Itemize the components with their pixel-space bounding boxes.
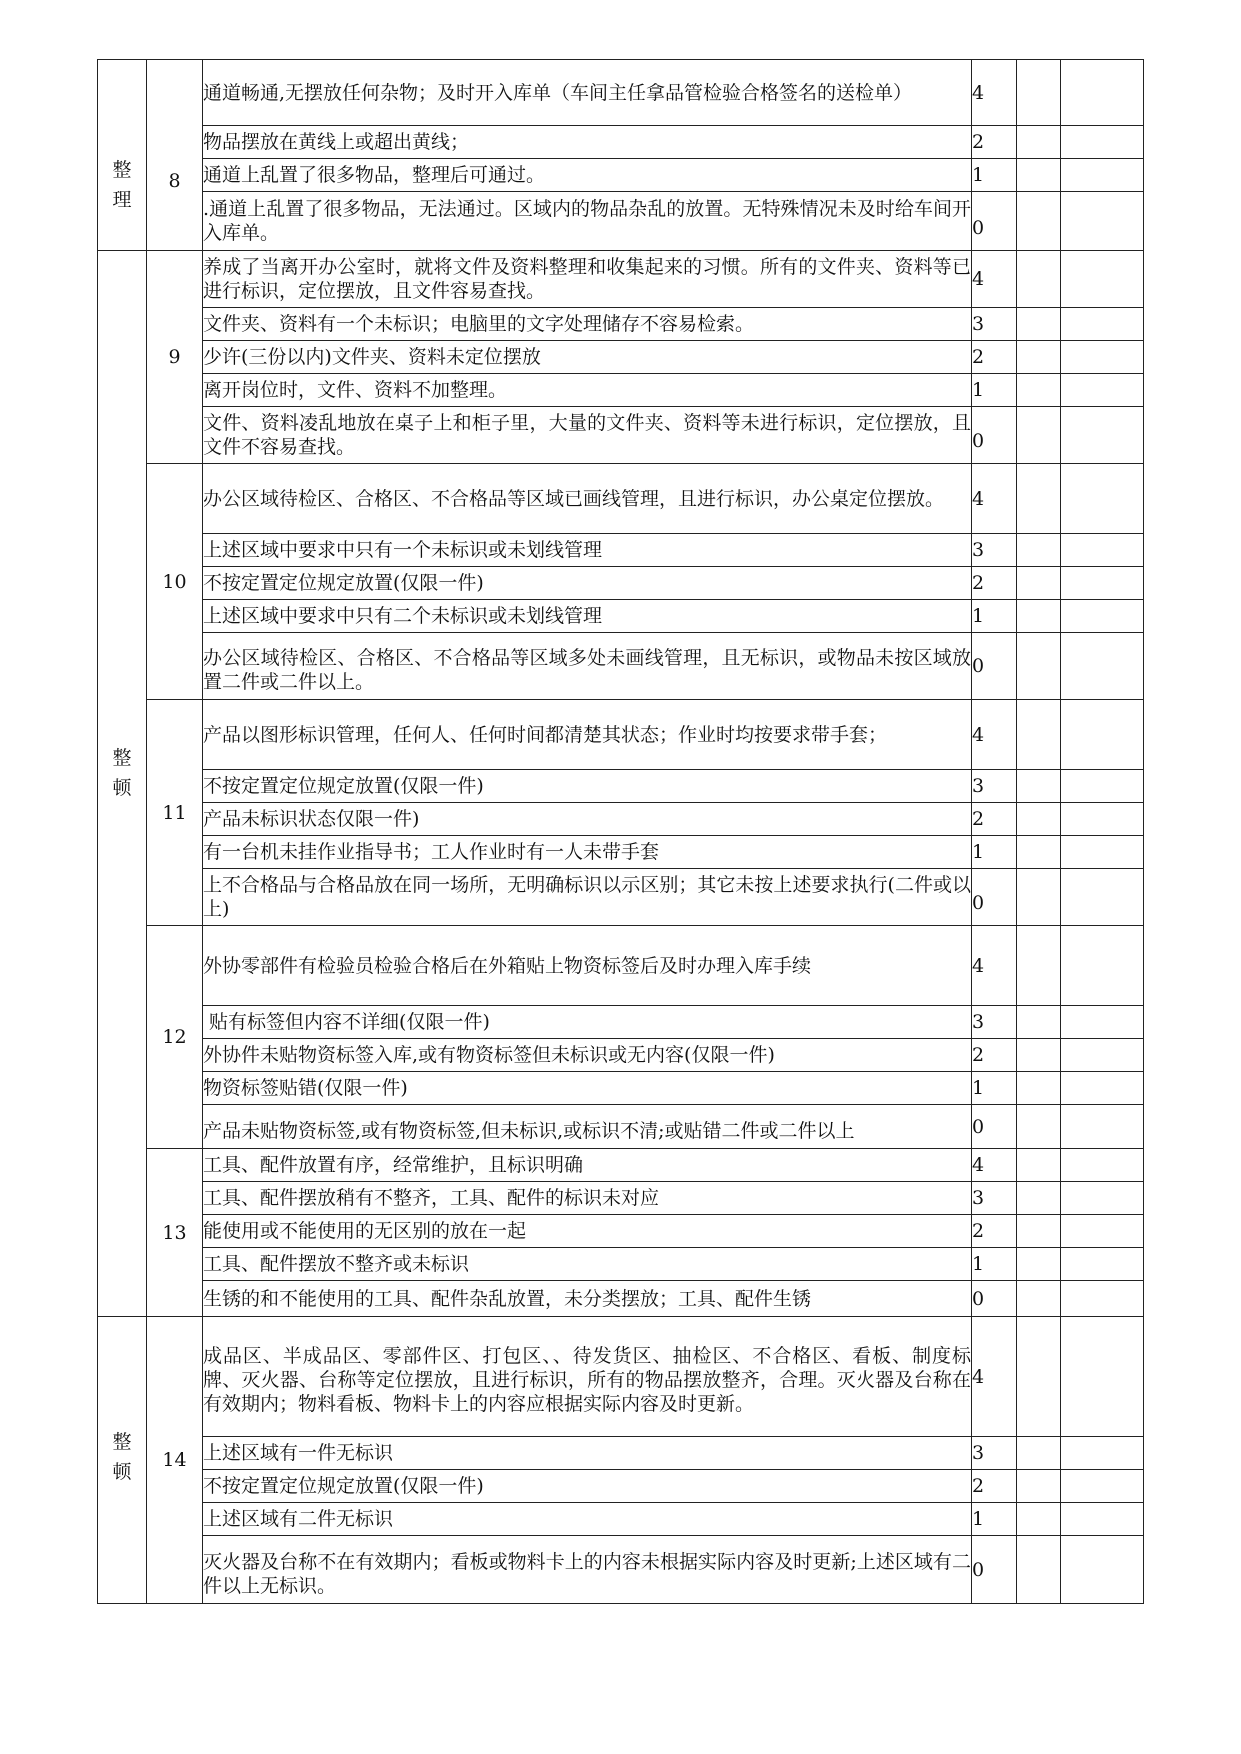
blank-cell	[1061, 1281, 1144, 1317]
table-row	[98, 1536, 1144, 1604]
blank-cell	[1017, 159, 1061, 192]
blank-cell	[1017, 192, 1061, 251]
blank-cell	[1061, 308, 1144, 341]
criteria-text: 产品以图形标识管理，任何人、任何时间都清楚其状态；作业时均按要求带手套；	[203, 700, 972, 770]
table-row	[98, 251, 1144, 308]
audit-score-table	[97, 59, 1144, 1604]
blank-cell	[1017, 1536, 1061, 1604]
item-number: 8	[147, 60, 203, 251]
score-value: 2	[972, 1215, 1017, 1248]
score-value: 0	[972, 869, 1017, 926]
table-row	[98, 600, 1144, 633]
score-value: 0	[972, 1105, 1017, 1149]
blank-cell	[1061, 600, 1144, 633]
table-row	[98, 341, 1144, 374]
category-label: 整顿	[112, 747, 132, 799]
table-row	[98, 926, 1144, 1006]
table-row	[98, 1215, 1144, 1248]
score-value: 2	[972, 803, 1017, 836]
category-label: 整理	[112, 159, 132, 211]
criteria-text: 能使用或不能使用的无区别的放在一起	[203, 1215, 972, 1248]
criteria-text: 养成了当离开办公室时，就将文件及资料整理和收集起来的习惯。所有的文件夹、资料等已进行标识，定位摆放，且文件容易查找。	[203, 251, 972, 308]
criteria-text: 生锈的和不能使用的工具、配件杂乱放置，未分类摆放；工具、配件生锈	[203, 1281, 972, 1317]
blank-cell	[1061, 567, 1144, 600]
table-row	[98, 869, 1144, 926]
criteria-text: 成品区、半成品区、零部件区、打包区、、待发货区、抽检区、不合格区、看板、制度标牌、灭火器、台称等定位摆放，且进行标识，所有的物品摆放整齐，合理。灭火器及台称在有效期内；物料看板、物料卡上的内容应根据实际内容及时更新。	[203, 1317, 972, 1437]
criteria-text: 灭火器及台称不在有效期内；看板或物料卡上的内容未根据实际内容及时更新;上述区域有二件以上无标识。	[203, 1536, 972, 1604]
score-value: 2	[972, 126, 1017, 159]
table-row	[98, 1503, 1144, 1536]
criteria-text: 有一台机未挂作业指导书；工人作业时有一人未带手套	[203, 836, 972, 869]
score-value: 3	[972, 1182, 1017, 1215]
score-value: 0	[972, 1281, 1017, 1317]
blank-cell	[1017, 770, 1061, 803]
blank-cell	[1061, 1248, 1144, 1281]
criteria-text: 办公区域待检区、合格区、不合格品等区域已画线管理，且进行标识，办公桌定位摆放。	[203, 464, 972, 534]
criteria-text: 工具、配件摆放不整齐或未标识	[203, 1248, 972, 1281]
score-value: 0	[972, 407, 1017, 464]
criteria-text: 产品未贴物资标签,或有物资标签,但未标识,或标识不清;或贴错二件或二件以上	[203, 1105, 972, 1149]
blank-cell	[1017, 926, 1061, 1006]
blank-cell	[1061, 1039, 1144, 1072]
criteria-text: 上述区域有二件无标识	[203, 1503, 972, 1536]
blank-cell	[1017, 1317, 1061, 1437]
score-value: 0	[972, 633, 1017, 700]
score-value: 1	[972, 159, 1017, 192]
blank-cell	[1017, 1470, 1061, 1503]
blank-cell	[1017, 1072, 1061, 1105]
score-value: 4	[972, 700, 1017, 770]
table-row	[98, 159, 1144, 192]
blank-cell	[1017, 534, 1061, 567]
blank-cell	[1061, 770, 1144, 803]
blank-cell	[1061, 700, 1144, 770]
score-value: 4	[972, 60, 1017, 126]
item-number: 9	[147, 251, 203, 464]
score-value: 4	[972, 926, 1017, 1006]
blank-cell	[1061, 1149, 1144, 1182]
table-row	[98, 126, 1144, 159]
table-row	[98, 60, 1144, 126]
table-row	[98, 1006, 1144, 1039]
table-row	[98, 308, 1144, 341]
blank-cell	[1017, 1281, 1061, 1317]
criteria-text: 通道上乱置了很多物品，整理后可通过。	[203, 159, 972, 192]
criteria-text: .通道上乱置了很多物品，无法通过。区域内的物品杂乱的放置。无特殊情况未及时给车间开入库单。	[203, 192, 972, 251]
blank-cell	[1017, 1039, 1061, 1072]
blank-cell	[1017, 700, 1061, 770]
criteria-text: 不按定置定位规定放置(仅限一件)	[203, 770, 972, 803]
table-row	[98, 1470, 1144, 1503]
score-value: 4	[972, 251, 1017, 308]
category-cell	[98, 251, 147, 1317]
blank-cell	[1061, 633, 1144, 700]
score-value: 3	[972, 770, 1017, 803]
blank-cell	[1061, 1536, 1144, 1604]
table-row	[98, 534, 1144, 567]
table-row	[98, 1182, 1144, 1215]
blank-cell	[1061, 1006, 1144, 1039]
blank-cell	[1017, 600, 1061, 633]
blank-cell	[1017, 869, 1061, 926]
table-row	[98, 1149, 1144, 1182]
score-value: 2	[972, 341, 1017, 374]
item-number: 13	[147, 1149, 203, 1317]
score-value: 2	[972, 1470, 1017, 1503]
table-row	[98, 633, 1144, 700]
score-value: 1	[972, 1503, 1017, 1536]
score-value: 1	[972, 374, 1017, 407]
criteria-text: 离开岗位时，文件、资料不加整理。	[203, 374, 972, 407]
criteria-text: 上述区域中要求中只有二个未标识或未划线管理	[203, 600, 972, 633]
criteria-text: 通道畅通,无摆放任何杂物；及时开入库单（车间主任拿品管检验合格签名的送检单）	[203, 60, 972, 126]
score-value: 2	[972, 567, 1017, 600]
score-value: 1	[972, 1248, 1017, 1281]
item-number: 10	[147, 464, 203, 700]
blank-cell	[1061, 1182, 1144, 1215]
blank-cell	[1061, 407, 1144, 464]
criteria-text: 上不合格品与合格品放在同一场所，无明确标识以示区别；其它未按上述要求执行(二件或以上)	[203, 869, 972, 926]
blank-cell	[1061, 374, 1144, 407]
blank-cell	[1017, 1105, 1061, 1149]
score-value: 0	[972, 192, 1017, 251]
blank-cell	[1061, 126, 1144, 159]
score-value: 3	[972, 1006, 1017, 1039]
table-row	[98, 1039, 1144, 1072]
item-number: 14	[147, 1317, 203, 1604]
table-row	[98, 567, 1144, 600]
blank-cell	[1017, 567, 1061, 600]
blank-cell	[1017, 803, 1061, 836]
criteria-text: 贴有标签但内容不详细(仅限一件)	[203, 1006, 972, 1039]
blank-cell	[1061, 159, 1144, 192]
score-value: 3	[972, 1437, 1017, 1470]
blank-cell	[1017, 407, 1061, 464]
score-value: 3	[972, 308, 1017, 341]
table-row	[98, 803, 1144, 836]
blank-cell	[1061, 1470, 1144, 1503]
blank-cell	[1061, 251, 1144, 308]
blank-cell	[1017, 464, 1061, 534]
blank-cell	[1061, 1215, 1144, 1248]
blank-cell	[1017, 1437, 1061, 1470]
blank-cell	[1061, 60, 1144, 126]
blank-cell	[1061, 926, 1144, 1006]
blank-cell	[1017, 1215, 1061, 1248]
blank-cell	[1017, 1503, 1061, 1536]
table-row	[98, 374, 1144, 407]
category-cell	[98, 1317, 147, 1604]
category-cell	[98, 60, 147, 251]
table-row	[98, 1437, 1144, 1470]
blank-cell	[1061, 869, 1144, 926]
criteria-text: 不按定置定位规定放置(仅限一件)	[203, 1470, 972, 1503]
table-row	[98, 700, 1144, 770]
score-value: 1	[972, 600, 1017, 633]
blank-cell	[1061, 534, 1144, 567]
table-row	[98, 1248, 1144, 1281]
table-row	[98, 192, 1144, 251]
table-row	[98, 1072, 1144, 1105]
blank-cell	[1061, 341, 1144, 374]
criteria-text: 不按定置定位规定放置(仅限一件)	[203, 567, 972, 600]
table-row	[98, 836, 1144, 869]
criteria-text: 文件夹、资料有一个未标识；电脑里的文字处理储存不容易检索。	[203, 308, 972, 341]
criteria-text: 上述区域中要求中只有一个未标识或未划线管理	[203, 534, 972, 567]
score-value: 2	[972, 1039, 1017, 1072]
blank-cell	[1017, 1149, 1061, 1182]
blank-cell	[1061, 1503, 1144, 1536]
score-value: 3	[972, 534, 1017, 567]
blank-cell	[1017, 341, 1061, 374]
criteria-text: 办公区域待检区、合格区、不合格品等区域多处未画线管理，且无标识，或物品未按区域放置二件或二件以上。	[203, 633, 972, 700]
score-value: 4	[972, 464, 1017, 534]
score-value: 4	[972, 1317, 1017, 1437]
table-row	[98, 407, 1144, 464]
table-row	[98, 770, 1144, 803]
item-number: 12	[147, 926, 203, 1149]
blank-cell	[1017, 374, 1061, 407]
blank-cell	[1017, 251, 1061, 308]
score-value: 1	[972, 836, 1017, 869]
blank-cell	[1061, 836, 1144, 869]
criteria-text: 外协件未贴物资标签入库,或有物资标签但未标识或无内容(仅限一件)	[203, 1039, 972, 1072]
blank-cell	[1061, 803, 1144, 836]
item-number: 11	[147, 700, 203, 926]
criteria-text: 物品摆放在黄线上或超出黄线；	[203, 126, 972, 159]
criteria-text: 外协零部件有检验员检验合格后在外箱贴上物资标签后及时办理入库手续	[203, 926, 972, 1006]
blank-cell	[1017, 1248, 1061, 1281]
table-row	[98, 1105, 1144, 1149]
table-row	[98, 1281, 1144, 1317]
score-value: 1	[972, 1072, 1017, 1105]
criteria-text: 上述区域有一件无标识	[203, 1437, 972, 1470]
blank-cell	[1061, 1105, 1144, 1149]
blank-cell	[1017, 1006, 1061, 1039]
criteria-text: 物资标签贴错(仅限一件)	[203, 1072, 972, 1105]
blank-cell	[1061, 1437, 1144, 1470]
table-row	[98, 1317, 1144, 1437]
blank-cell	[1061, 1317, 1144, 1437]
category-label: 整顿	[112, 1431, 132, 1483]
blank-cell	[1061, 1072, 1144, 1105]
blank-cell	[1061, 192, 1144, 251]
criteria-text: 工具、配件摆放稍有不整齐，工具、配件的标识未对应	[203, 1182, 972, 1215]
criteria-text: 文件、资料凌乱地放在桌子上和柜子里，大量的文件夹、资料等未进行标识，定位摆放，且文件不容易查找。	[203, 407, 972, 464]
criteria-text: 产品未标识状态仅限一件)	[203, 803, 972, 836]
blank-cell	[1017, 60, 1061, 126]
table-row	[98, 464, 1144, 534]
score-value: 0	[972, 1536, 1017, 1604]
criteria-text: 工具、配件放置有序，经常维护，且标识明确	[203, 1149, 972, 1182]
blank-cell	[1017, 836, 1061, 869]
score-value: 4	[972, 1149, 1017, 1182]
blank-cell	[1017, 308, 1061, 341]
blank-cell	[1061, 464, 1144, 534]
blank-cell	[1017, 126, 1061, 159]
criteria-text: 少许(三份以内)文件夹、资料未定位摆放	[203, 341, 972, 374]
blank-cell	[1017, 633, 1061, 700]
blank-cell	[1017, 1182, 1061, 1215]
